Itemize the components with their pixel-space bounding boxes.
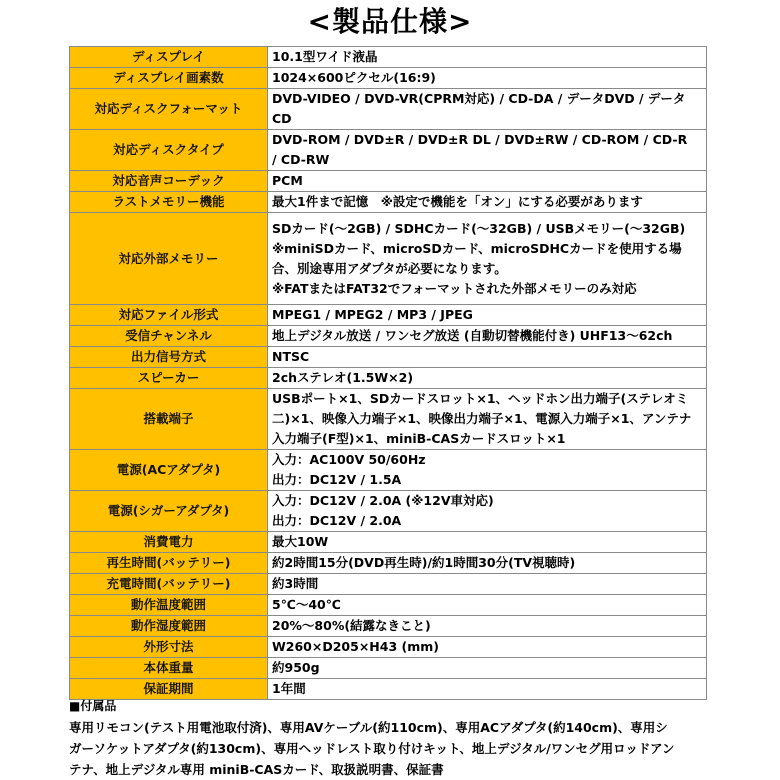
spec-value: [268, 574, 707, 595]
spec-value: [268, 192, 707, 213]
spec-value-line: / CD-RW: [272, 152, 330, 167]
spec-label: スピーカー: [70, 368, 268, 389]
spec-value-line: 10.1型ワイド液晶: [272, 49, 378, 64]
spec-label: 対応ディスクフォーマット: [70, 89, 268, 130]
spec-value-line: 二)×1、映像入力端子×1、映像出力端子×1、電源入力端子×1、アンテナ: [272, 411, 692, 426]
spec-label: 充電時間(バッテリー): [70, 574, 268, 595]
spec-value-line: 地上デジタル放送 / ワンセグ放送 (自動切替機能付き) UHF13～62ch: [272, 328, 673, 343]
accessories-title: ■付属品: [69, 699, 117, 713]
spec-label: 本体重量: [70, 658, 268, 679]
spec-value-line: 入力端子(F型)×1、miniB-CASカードスロット×1: [272, 431, 566, 446]
spec-value-line: 1024×600ピクセル(16:9): [272, 70, 436, 85]
spec-value-line: 出力：DC12V / 2.0A: [272, 513, 402, 528]
spec-value: [268, 389, 707, 450]
spec-row: [70, 616, 707, 637]
page-title: <製品仕様>: [307, 5, 473, 38]
spec-row: [70, 68, 707, 89]
spec-value: [268, 347, 707, 368]
spec-value: [268, 595, 707, 616]
spec-label: 搭載端子: [70, 389, 268, 450]
spec-row: [70, 89, 707, 130]
spec-row: [70, 47, 707, 68]
spec-value-line: NTSC: [272, 349, 310, 364]
spec-value-line: 2chステレオ(1.5W×2): [272, 370, 414, 385]
spec-value-line: 1年間: [272, 681, 306, 696]
spec-value: [268, 532, 707, 553]
spec-row: [70, 595, 707, 616]
spec-value-line: 20%～80%(結露なきこと): [272, 618, 431, 633]
spec-row: [70, 130, 707, 171]
spec-value-line: 最大10W: [272, 534, 329, 549]
spec-row: [70, 389, 707, 450]
spec-value-line: DVD-VIDEO / DVD-VR(CPRM対応) / CD-DA / データDVD / データ: [272, 91, 686, 106]
spec-value-line: W260×D205×H43 (mm): [272, 639, 439, 654]
spec-label: 電源(ACアダプタ): [70, 450, 268, 491]
spec-value-line: MPEG1 / MPEG2 / MP3 / JPEG: [272, 307, 473, 322]
spec-table-body: [70, 47, 707, 700]
spec-value-line: 5℃～40℃: [272, 597, 341, 612]
spec-value: [268, 213, 707, 305]
spec-label: 対応外部メモリー: [70, 213, 268, 305]
spec-label: 対応ディスクタイプ: [70, 130, 268, 171]
spec-value: [268, 491, 707, 532]
spec-label: 対応ファイル形式: [70, 305, 268, 326]
spec-value-line: 約950g: [272, 660, 320, 675]
spec-label: ディスプレイ画素数: [70, 68, 268, 89]
accessories-line: ガーソケットアダプタ(約130cm)、専用ヘッドレスト取り付けキット、地上デジタル/ワンセグ用ロッドアン: [69, 741, 675, 756]
spec-label: 電源(シガーアダプタ): [70, 491, 268, 532]
spec-value: [268, 616, 707, 637]
spec-row: [70, 213, 707, 305]
accessories-line: テナ、地上デジタル専用 miniB-CASカード、取扱説明書、保証書: [69, 762, 444, 777]
spec-row: [70, 574, 707, 595]
spec-value-line: ※miniSDカード、microSDカード、microSDHCカードを使用する場: [272, 240, 682, 256]
spec-value: [268, 305, 707, 326]
accessories-list: [69, 717, 729, 780]
spec-value: [268, 68, 707, 89]
spec-label: 消費電力: [70, 532, 268, 553]
spec-row: [70, 192, 707, 213]
spec-value: [268, 450, 707, 491]
spec-label: 受信チャンネル: [70, 326, 268, 347]
accessories-section: [69, 696, 729, 780]
spec-row: [70, 450, 707, 491]
spec-value: [268, 368, 707, 389]
spec-value-line: 入力：DC12V / 2.0A (※12V車対応): [272, 493, 494, 508]
spec-label: 動作湿度範囲: [70, 616, 268, 637]
spec-label: 対応音声コーデック: [70, 171, 268, 192]
spec-value-line: 約3時間: [272, 576, 319, 591]
spec-label: 再生時間(バッテリー): [70, 553, 268, 574]
spec-row: [70, 347, 707, 368]
spec-row: [70, 658, 707, 679]
spec-value-line: PCM: [272, 173, 303, 188]
spec-label: 出力信号方式: [70, 347, 268, 368]
spec-label: 動作温度範囲: [70, 595, 268, 616]
spec-value-line: 出力：DC12V / 1.5A: [272, 472, 402, 487]
spec-row: [70, 637, 707, 658]
spec-value: [268, 658, 707, 679]
spec-row: [70, 171, 707, 192]
spec-value-line: CD: [272, 111, 292, 126]
spec-value: [268, 553, 707, 574]
spec-value-line: 入力：AC100V 50/60Hz: [272, 452, 426, 467]
spec-label: ラストメモリー機能: [70, 192, 268, 213]
spec-value-line: 約2時間15分(DVD再生時)/約1時間30分(TV視聴時): [272, 555, 576, 570]
spec-row: [70, 368, 707, 389]
spec-value-line: 合、別途専用アダプタが必要になります。: [272, 260, 507, 276]
spec-row: [70, 532, 707, 553]
spec-row: [70, 553, 707, 574]
spec-table: [69, 46, 707, 700]
spec-value: [268, 171, 707, 192]
spec-value: [268, 637, 707, 658]
spec-value: [268, 89, 707, 130]
spec-value: [268, 47, 707, 68]
spec-row: [70, 326, 707, 347]
spec-label: ディスプレイ: [70, 47, 268, 68]
spec-label: 外形寸法: [70, 637, 268, 658]
spec-value: [268, 326, 707, 347]
spec-row: [70, 491, 707, 532]
spec-value-line: ※FATまたはFAT32でフォーマットされた外部メモリーのみ対応: [272, 280, 637, 296]
spec-value-line: DVD-ROM / DVD±R / DVD±R DL / DVD±RW / CD-ROM / CD-R: [272, 132, 688, 147]
spec-value: [268, 130, 707, 171]
accessories-line: 専用リモコン(テスト用電池取付済)、専用AVケーブル(約110cm)、専用ACアダプタ(約140cm)、専用シ: [69, 720, 668, 735]
spec-value-line: USBポート×1、SDカードスロット×1、ヘッドホン出力端子(ステレオミ: [272, 391, 689, 406]
spec-label: 保証期間: [70, 679, 268, 700]
spec-row: [70, 305, 707, 326]
spec-value-line: SDカード(～2GB) / SDHCカード(～32GB) / USBメモリー(～32GB): [272, 220, 686, 236]
spec-value-line: 最大1件まで記憶 ※設定で機能を「オン」にする必要があります: [272, 194, 643, 209]
